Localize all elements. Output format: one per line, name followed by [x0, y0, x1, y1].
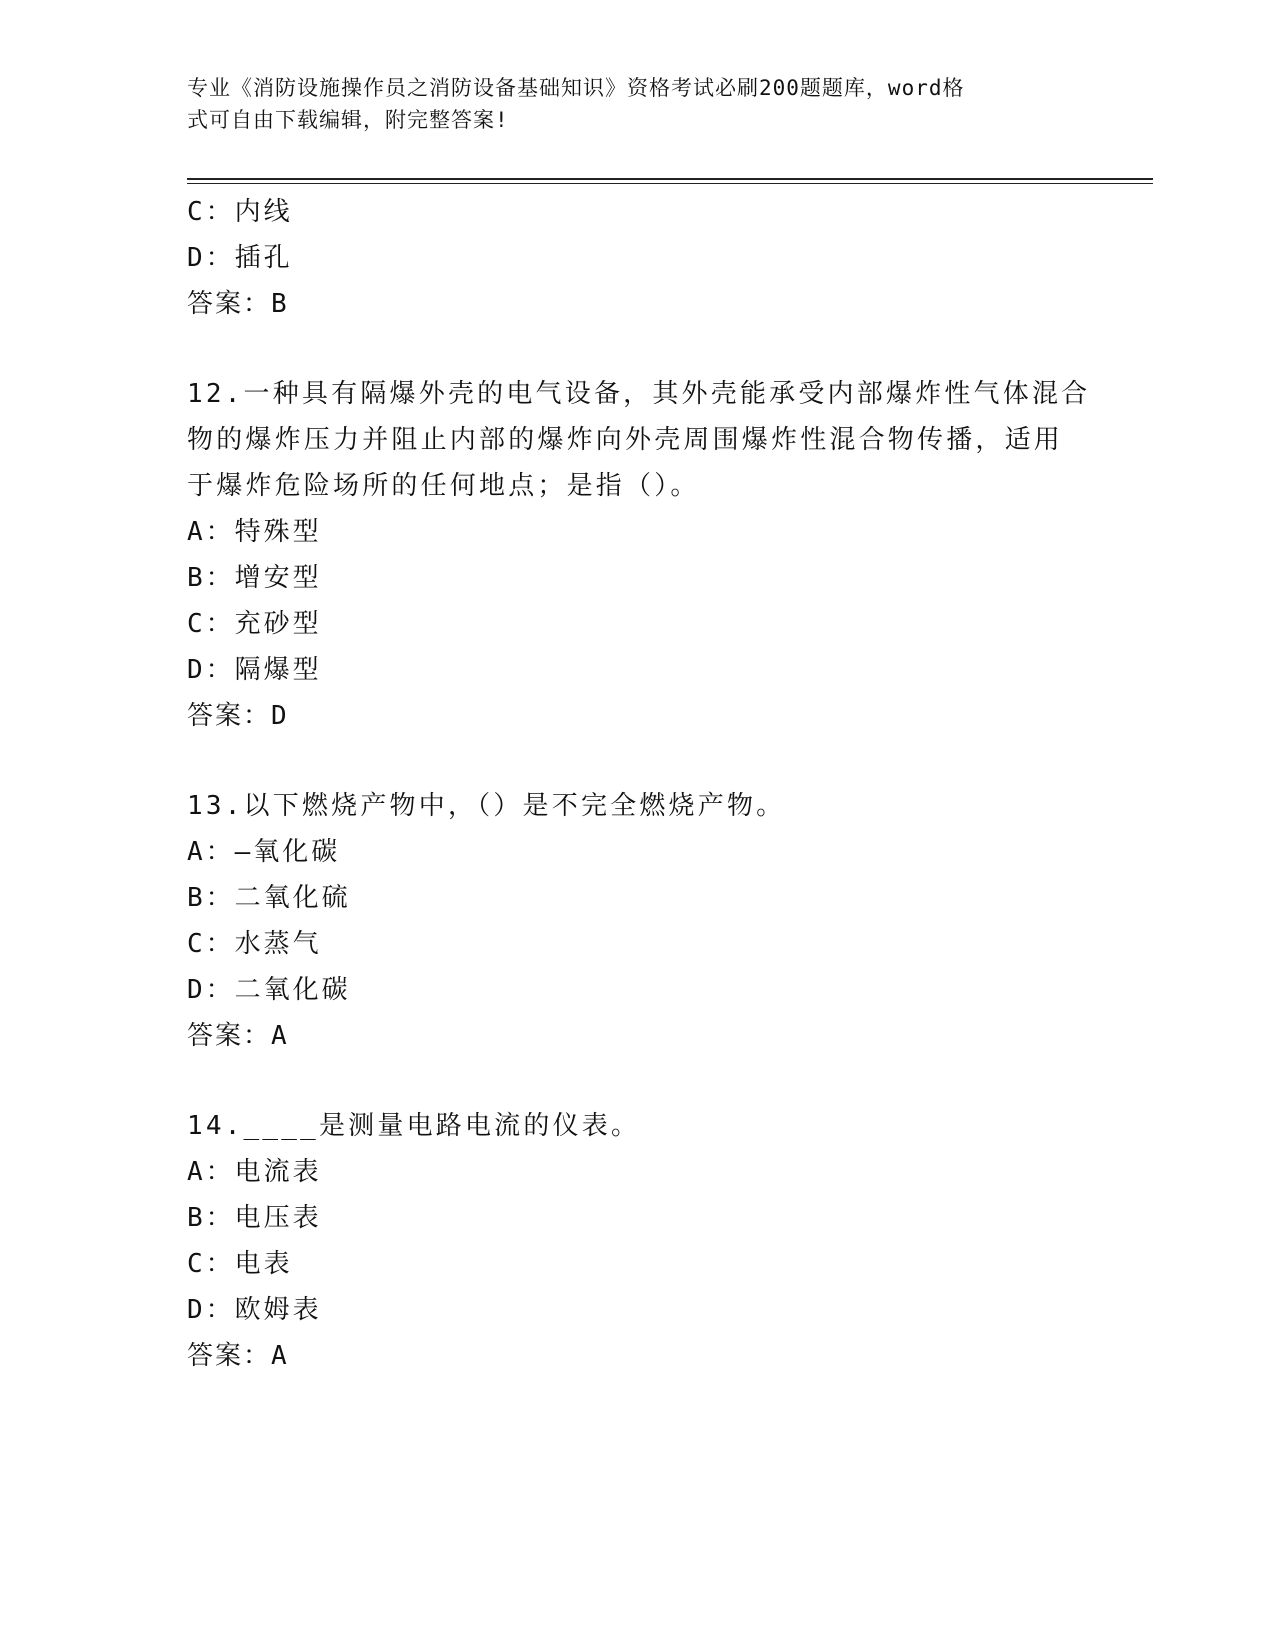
option-c: C：电表	[187, 1249, 293, 1279]
option-a: A：特殊型	[187, 517, 322, 547]
document-header	[187, 72, 1067, 136]
answer-line: 答案：A	[187, 1341, 289, 1371]
question-stem-line: 12.一种具有隔爆外壳的电气设备，其外壳能承受内部爆炸性气体混合	[187, 379, 1091, 409]
option-d: D：插孔	[187, 243, 293, 273]
question-stem-line: 14.____是测量电路电流的仪表。	[187, 1111, 641, 1141]
question-14	[187, 1103, 1087, 1379]
option-a: A：—氧化碳	[187, 837, 341, 867]
option-c: C：水蒸气	[187, 929, 322, 959]
option-d: D：隔爆型	[187, 655, 322, 685]
option-d: D：二氧化碳	[187, 975, 351, 1005]
question-13	[187, 783, 1087, 1059]
question-stem-line: 于爆炸危险场所的任何地点；是指（）。	[187, 471, 700, 501]
answer-line: 答案：B	[187, 289, 289, 319]
option-b: B：电压表	[187, 1203, 322, 1233]
option-c: C：充砂型	[187, 609, 322, 639]
header-title-line-2: 式可自由下载编辑，附完整答案!	[187, 108, 509, 132]
question-list	[187, 189, 1091, 1379]
question-11-continued	[187, 189, 1087, 327]
option-b: B：二氧化硫	[187, 883, 351, 913]
question-12	[187, 371, 1091, 739]
header-divider-thin	[187, 183, 1153, 184]
option-a: A：电流表	[187, 1157, 322, 1187]
header-divider-thick	[187, 178, 1153, 180]
header-title-line-1: 专业《消防设施操作员之消防设备基础知识》资格考试必刷200题题库，word格	[187, 76, 965, 100]
question-stem-line: 13.以下燃烧产物中，（）是不完全燃烧产物。	[187, 791, 786, 821]
option-c: C：内线	[187, 197, 293, 227]
answer-line: 答案：D	[187, 701, 289, 731]
option-d: D：欧姆表	[187, 1295, 322, 1325]
option-b: B：增安型	[187, 563, 322, 593]
answer-line: 答案：A	[187, 1021, 289, 1051]
question-stem-line: 物的爆炸压力并阻止内部的爆炸向外壳周围爆炸性混合物传播，适用	[187, 425, 1064, 455]
